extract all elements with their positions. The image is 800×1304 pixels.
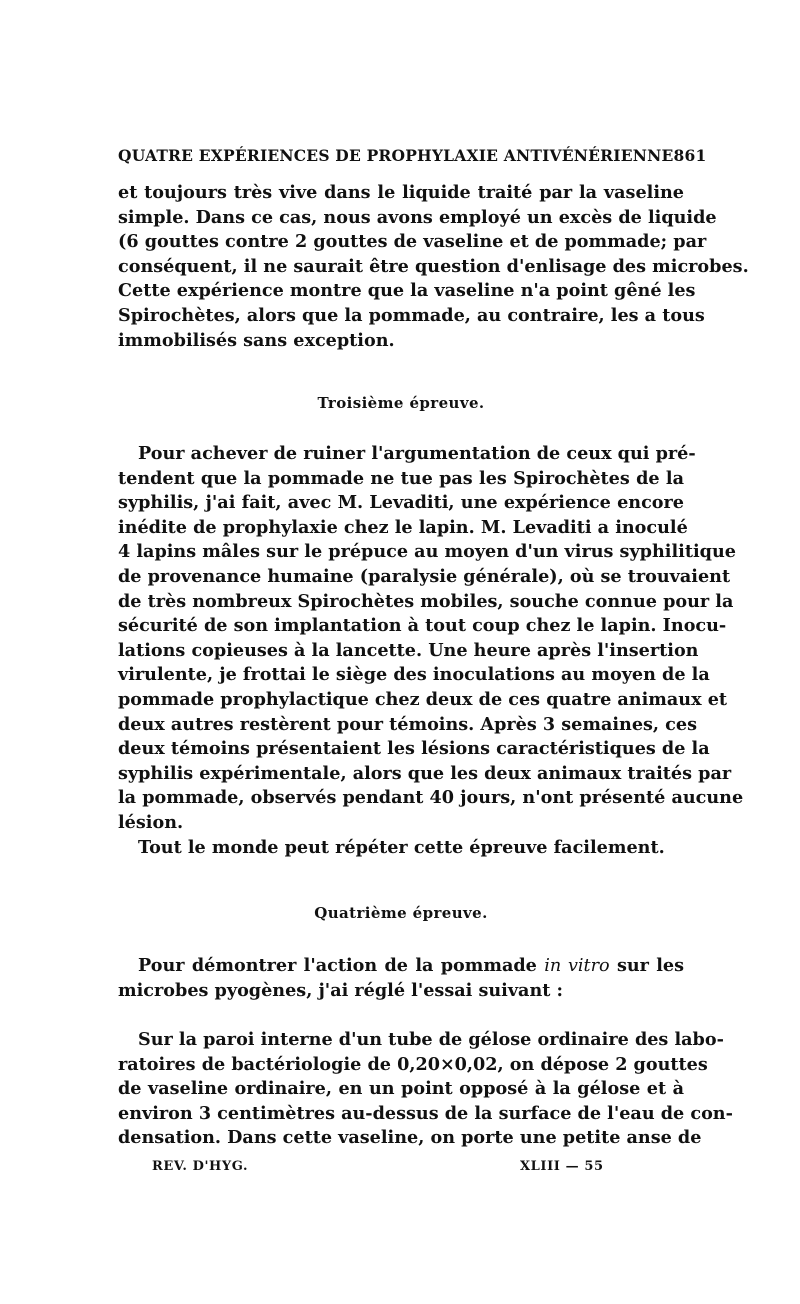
text-line: lésion. — [118, 811, 184, 833]
paragraph-procedure — [118, 1028, 733, 1151]
section-heading-troisieme: Troisième épreuve. — [317, 394, 485, 412]
text-line: deux autres restèrent pour témoins. Après 3 semaines, ces — [118, 713, 697, 735]
text-line — [118, 954, 684, 979]
text-line: Tout le monde peut répéter cette épreuve facilement. — [138, 836, 665, 858]
text-line: inédite de prophylaxie chez le lapin. M. Levaditi a inoculé — [118, 516, 688, 538]
text-line: pommade prophylactique chez deux de ces quatre animaux et — [118, 688, 728, 710]
text-line: immobilisés sans exception. — [118, 329, 395, 351]
text-line: environ 3 centimètres au-dessus de la surface de l'eau de con- — [118, 1102, 733, 1124]
text-line: de très nombreux Spirochètes mobiles, souche connue pour la — [118, 590, 734, 612]
section-heading-quatrieme: Quatrième épreuve. — [314, 904, 488, 922]
text-line: simple. Dans ce cas, nous avons employé un excès de liquide — [118, 206, 717, 228]
text-line: microbes pyogènes, j'ai réglé l'essai suivant : — [118, 979, 563, 1001]
running-title: QUATRE EXPÉRIENCES DE PROPHYLAXIE ANTIVÉNÉRIENNE — [118, 146, 674, 165]
text-line: deux témoins présentaient les lésions caractéristiques de la — [118, 738, 710, 760]
running-head — [118, 146, 707, 165]
paragraph-continuation — [118, 181, 749, 353]
text-line: syphilis, j'ai fait, avec M. Levaditi, une expérience encore — [118, 492, 684, 514]
text-span: Pour démontrer l'action de la pommade — [138, 955, 537, 976]
text-line: densation. Dans cette vaseline, on porte une petite anse de — [118, 1127, 702, 1149]
text-line: et toujours très vive dans le liquide traité par la vaseline — [118, 182, 684, 203]
text-line: 4 lapins mâles sur le prépuce au moyen d'un virus syphilitique — [118, 541, 736, 563]
text-line: conséquent, il ne saurait être question d'enlisage des microbes. — [118, 255, 749, 277]
text-line: ratoires de bactériologie de 0,20×0,02, on dépose 2 gouttes — [118, 1053, 708, 1075]
page-number: 861 — [673, 146, 707, 165]
text-line: Pour achever de ruiner l'argumentation de ceux qui pré- — [138, 443, 696, 464]
text-line: lations copieuses à la lancette. Une heure après l'insertion — [118, 639, 699, 661]
text-line: Cette expérience montre que la vaseline n'a point gêné les — [118, 280, 696, 302]
text-line: (6 gouttes contre 2 gouttes de vaseline et de pommade; par — [118, 231, 707, 253]
text-line: sécurité de son implantation à tout coup chez le lapin. Inocu- — [118, 615, 727, 637]
text-line: virulente, je frottai le siège des inoculations au moyen de la — [118, 664, 710, 686]
text-line: tendent que la pommade ne tue pas les Spirochètes de la — [118, 467, 684, 489]
text-line: Sur la paroi interne d'un tube de gélose ordinaire des labo- — [138, 1029, 724, 1050]
footer-journal: REV. D'HYG. — [152, 1159, 249, 1174]
paragraph-quatrieme-intro — [118, 954, 684, 1003]
text-line: de provenance humaine (paralysie générale), où se trouvaient — [118, 565, 731, 587]
text-line: de vaseline ordinaire, en un point opposé à la gélose et à — [118, 1078, 684, 1100]
text-line: syphilis expérimentale, alors que les deux animaux traités par — [118, 762, 732, 784]
text-span: sur les — [616, 955, 684, 976]
footer-volume-page: XLIII — 55 — [520, 1159, 604, 1174]
text-line: Spirochètes, alors que la pommade, au contraire, les a tous — [118, 304, 705, 326]
paragraph-troisieme — [118, 442, 744, 860]
text-line: la pommade, observés pendant 40 jours, n'ont présenté aucune — [118, 787, 744, 809]
italic-term: in vitro — [544, 956, 610, 976]
